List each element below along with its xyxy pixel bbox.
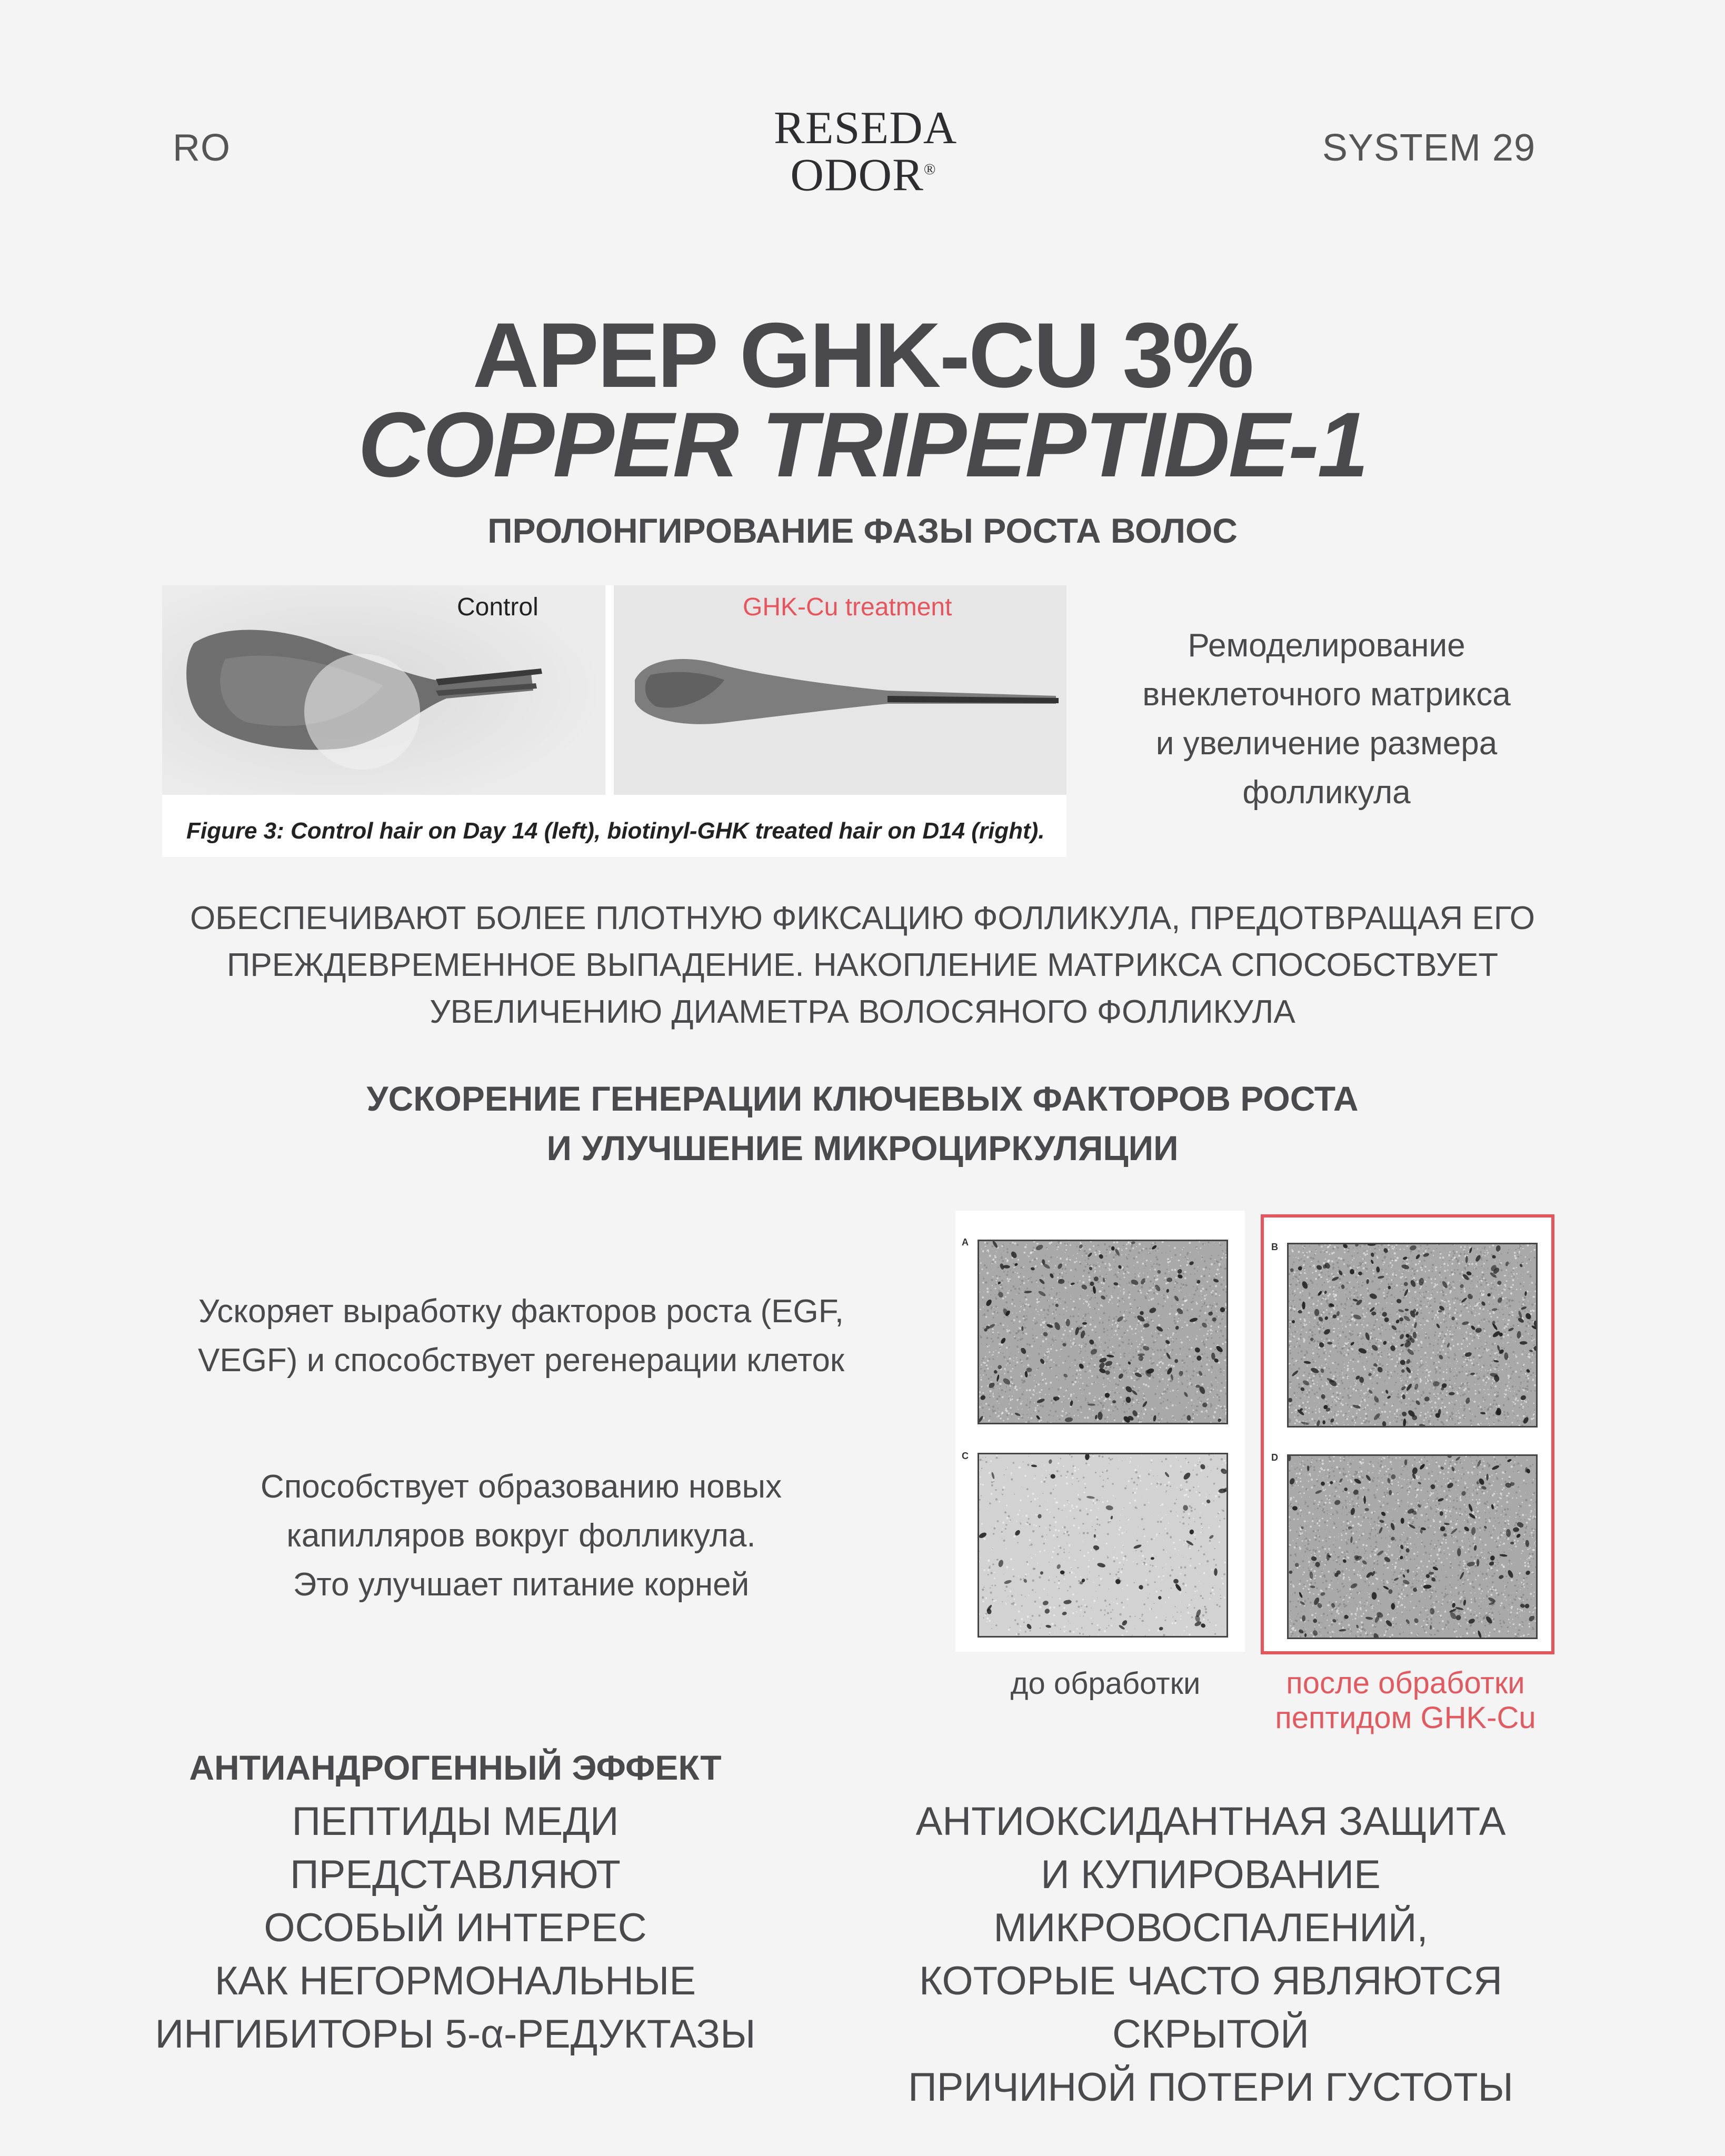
cell-texture-d	[1289, 1456, 1536, 1638]
control-follicle-illustration	[162, 585, 605, 795]
capillaries-text	[158, 1462, 884, 1609]
treatment-label: GHK-Cu treatment	[743, 593, 952, 621]
micrograph-c	[978, 1453, 1228, 1638]
micrograph-after-panel	[1261, 1214, 1554, 1654]
text-line: и увеличение размера	[1155, 725, 1498, 762]
antiandrogen-text	[126, 1795, 784, 2061]
logo-line-2: ODOR®	[790, 149, 936, 201]
heading-line: УСКОРЕНИЕ ГЕНЕРАЦИИ КЛЮЧЕВЫХ ФАКТОРОВ РОСТА	[366, 1079, 1359, 1118]
cell-texture-b	[1289, 1244, 1536, 1426]
text-line: фолликула	[1242, 774, 1411, 811]
section-heading-growth-factors	[0, 1074, 1725, 1173]
heading-line: И УЛУЧШЕНИЕ МИКРОЦИРКУЛЯЦИИ	[546, 1129, 1179, 1167]
antioxidant-text	[821, 1795, 1600, 2114]
hair-follicle-figure	[162, 585, 1066, 857]
text-line: КАК НЕГОРМОНАЛЬНЫЕ	[214, 1959, 696, 2003]
control-follicle-image	[162, 585, 605, 795]
language-code: RO	[173, 127, 231, 169]
panel-letter-a: A	[962, 1237, 969, 1247]
text-line: И КУПИРОВАНИЕ МИКРОВОСПАЛЕНИЙ,	[993, 1852, 1428, 1950]
panel-letter-b: B	[1271, 1242, 1278, 1252]
text-line: ПЕПТИДЫ МЕДИ ПРЕДСТАВЛЯЮТ	[290, 1799, 621, 1897]
follicle-fixation-paragraph	[147, 895, 1578, 1035]
text-line: ПРИЧИНОЙ ПОТЕРИ ГУСТОТЫ	[908, 2065, 1513, 2110]
registered-mark: ®	[923, 161, 936, 178]
text-line: капилляров вокруг фолликула.	[286, 1518, 756, 1554]
system-label: SYSTEM 29	[1322, 127, 1535, 169]
micrograph-d	[1287, 1454, 1538, 1639]
text-line: УВЕЛИЧЕНИЮ ДИАМЕТРА ВОЛОСЯНОГО ФОЛЛИКУЛА	[430, 994, 1295, 1030]
caption-after-treatment	[1248, 1666, 1563, 1735]
panel-letter-c: C	[962, 1451, 969, 1461]
text-line: ПРЕЖДЕВРЕМЕННОЕ ВЫПАДЕНИЕ. НАКОПЛЕНИЕ МАТРИКСА СПОСОБСТВУЕТ	[226, 947, 1499, 983]
logo-line-1: RESEDA	[774, 103, 958, 154]
micrograph-a	[978, 1240, 1228, 1424]
treated-follicle-image	[614, 585, 1066, 795]
control-label: Control	[457, 593, 539, 621]
brand-logo	[774, 103, 958, 201]
micrograph-b	[1287, 1243, 1538, 1428]
page-title-inci: COPPER TRIPEPTIDE-1	[358, 394, 1367, 496]
caption-line: после обработки	[1286, 1666, 1525, 1700]
panel-letter-d: D	[1271, 1452, 1278, 1463]
caption-line: пептидом GHK-Cu	[1275, 1701, 1536, 1735]
text-line: внеклеточного матрикса	[1142, 676, 1511, 713]
micrograph-before-panel	[955, 1211, 1245, 1652]
caption-before-treatment: до обработки	[1010, 1666, 1201, 1701]
text-line: АНТИОКСИДАНТНАЯ ЗАЩИТА	[915, 1799, 1506, 1844]
text-line: ОСОБЫЙ ИНТЕРЕС	[264, 1905, 647, 1950]
section-heading-growth-phase: ПРОЛОНГИРОВАНИЕ ФАЗЫ РОСТА ВОЛОС	[487, 511, 1238, 550]
page-title: APEP GHK-CU 3%	[472, 304, 1253, 407]
text-line: Ускоряет выработку факторов роста (EGF,	[198, 1293, 844, 1330]
antiandrogen-heading: АНТИАНДРОГЕННЫЙ ЭФФЕКТ	[189, 1748, 722, 1787]
text-line: Способствует образованию новых	[260, 1469, 782, 1505]
text-line: VEGF) и способствует регенерации клеток	[197, 1342, 844, 1379]
text-line: ОБЕСПЕЧИВАЮТ БОЛЕЕ ПЛОТНУЮ ФИКСАЦИЮ ФОЛЛИКУЛА, ПРЕДОТВРАЩАЯ ЕГО	[190, 900, 1535, 936]
text-line: ИНГИБИТОРЫ 5-α-РЕДУКТАЗЫ	[155, 2012, 756, 2057]
text-line: КОТОРЫЕ ЧАСТО ЯВЛЯЮТСЯ СКРЫТОЙ	[919, 1959, 1502, 2057]
text-line: Ремоделирование	[1188, 627, 1465, 664]
remodeling-description	[1105, 621, 1548, 817]
figure-caption: Figure 3: Control hair on Day 14 (left), biotinyl-GHK treated hair on D14 (right).	[186, 818, 1045, 844]
cell-texture-c	[979, 1454, 1227, 1636]
cell-texture-a	[979, 1241, 1227, 1423]
text-line: Это улучшает питание корней	[293, 1566, 750, 1603]
growth-factors-text	[158, 1287, 884, 1385]
